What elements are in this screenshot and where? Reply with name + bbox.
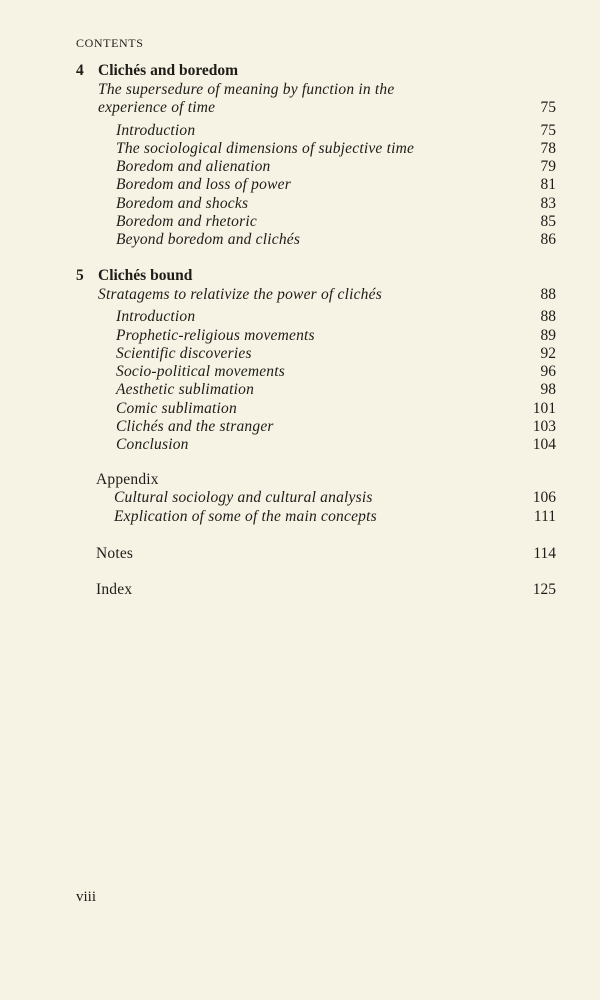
- toc-entry: [76, 400, 556, 418]
- toc-entry: [76, 363, 556, 381]
- entry-page: 103: [532, 418, 556, 436]
- entry-label: Clichés and the stranger: [116, 418, 274, 436]
- chapter-number: 4: [76, 62, 84, 79]
- toc-entry: [76, 231, 556, 249]
- toc-entry: [76, 308, 556, 326]
- toc-entry: [76, 213, 556, 231]
- appendix-section: [96, 471, 556, 526]
- entry-label: Scientific discoveries: [116, 344, 252, 362]
- entry-page: 83: [540, 194, 556, 212]
- toc-entry: [96, 581, 556, 599]
- toc-entry: [76, 122, 556, 140]
- toc-entry: [96, 545, 556, 563]
- entry-label: Prophetic-religious movements: [116, 326, 315, 344]
- entry-page: 86: [540, 231, 556, 249]
- entry-page: 78: [540, 139, 556, 157]
- entry-page: 75: [540, 121, 556, 139]
- toc-entry: [76, 176, 556, 194]
- entry-page: 88: [540, 286, 556, 303]
- entry-label: Beyond boredom and clichés: [116, 231, 301, 249]
- entry-page: 81: [540, 176, 556, 194]
- entry-label: Boredom and loss of power: [116, 176, 291, 194]
- page-number: viii: [76, 889, 97, 905]
- entry-label: Boredom and alienation: [116, 158, 271, 176]
- entry-page: 92: [540, 344, 556, 362]
- entry-label: Introduction: [116, 121, 196, 139]
- index-entry: [96, 581, 556, 599]
- toc-entry: [96, 489, 556, 507]
- chapter-number: 5: [76, 267, 84, 284]
- entry-label: Aesthetic sublimation: [116, 381, 255, 399]
- entry-page: 85: [540, 213, 556, 231]
- entry-label: Notes: [96, 545, 134, 562]
- chapter-5: [76, 266, 556, 455]
- entry-label: Explication of some of the main concepts: [114, 507, 377, 525]
- entry-page: 89: [540, 326, 556, 344]
- toc-entry: [76, 158, 556, 176]
- entry-label: Cultural sociology and cultural analysis: [114, 489, 373, 507]
- entry-label: Stratagems to relativize the power of clichés: [98, 286, 382, 303]
- entry-label: Index: [96, 581, 133, 598]
- toc-entry: [76, 418, 556, 436]
- chapter-heading: [76, 266, 556, 286]
- entry-label: The supersedure of meaning by function in the experience of time: [98, 81, 395, 117]
- chapter-subtitle: [76, 81, 556, 118]
- entry-label: Boredom and rhetoric: [116, 213, 257, 231]
- entry-page: 114: [533, 545, 556, 562]
- chapter-title: Clichés and boredom: [98, 62, 239, 79]
- chapter-title: Clichés bound: [98, 267, 193, 284]
- entry-label: Socio-political movements: [116, 363, 285, 381]
- toc-entry: [76, 436, 556, 454]
- entry-page: 104: [532, 436, 556, 454]
- entry-page: 75: [540, 99, 556, 117]
- toc-entry: [76, 345, 556, 363]
- toc-entry: [96, 508, 556, 526]
- entry-page: 101: [532, 399, 556, 417]
- chapter-heading: [76, 61, 556, 81]
- toc-entry: [76, 140, 556, 158]
- toc-entry: [76, 195, 556, 213]
- appendix-heading: [96, 471, 556, 489]
- entry-label: Comic sublimation: [116, 399, 237, 417]
- entry-page: 111: [533, 507, 556, 525]
- entry-label: Introduction: [116, 308, 196, 326]
- toc-entry: [76, 381, 556, 399]
- chapter-subtitle: [76, 286, 556, 304]
- entry-page: 125: [532, 581, 556, 598]
- entry-page: 106: [532, 489, 556, 507]
- entry-page: 96: [540, 363, 556, 381]
- entry-label: Conclusion: [116, 436, 189, 454]
- chapter-4: [76, 61, 556, 250]
- entry-page: 98: [540, 381, 556, 399]
- notes-entry: [96, 545, 556, 563]
- entry-label: Boredom and shocks: [116, 194, 249, 212]
- entry-page: 88: [540, 308, 556, 326]
- running-head: CONTENTS: [76, 36, 144, 50]
- entry-label: Appendix: [96, 471, 159, 488]
- entry-page: 79: [540, 158, 556, 176]
- toc-entry: [76, 327, 556, 345]
- entry-label: The sociological dimensions of subjective time: [116, 139, 415, 157]
